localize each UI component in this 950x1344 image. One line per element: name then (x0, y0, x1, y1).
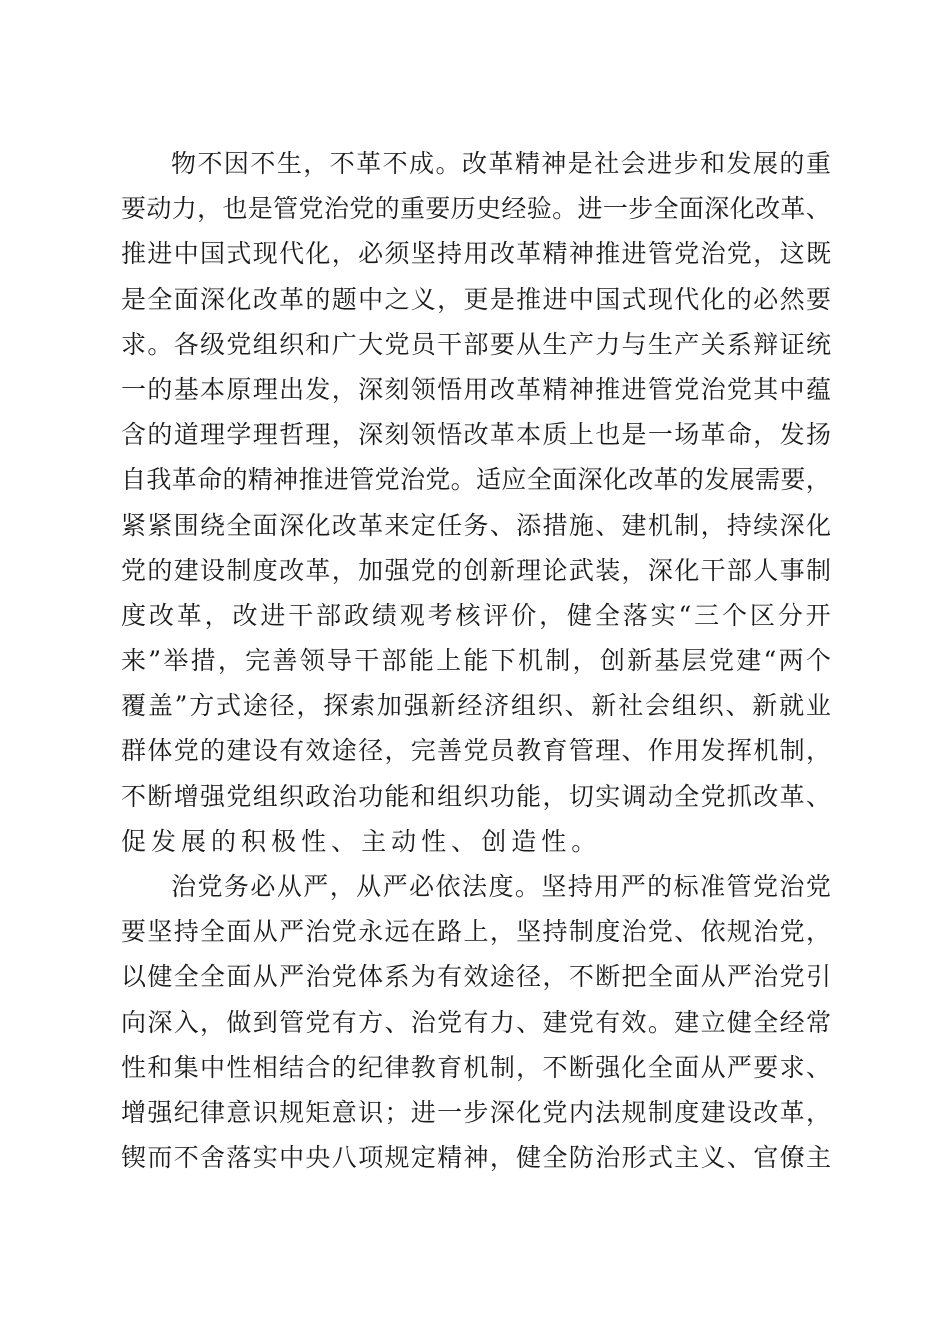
text-line: 要 坚 持 全 面 从 严 治 党 永 远 在 路 上 ， 坚 持 制 度 治 党 、 依 规 治 党 ， (121, 917, 831, 947)
text-line: 促 发 展 的 积 极 性 、 主 动 性 、 创 造 性 。 (121, 826, 602, 856)
text-line: 含 的 道 理 学 理 哲 理 ， 深 刻 领 悟 改 革 本 质 上 也 是 一 场 革 命 ， 发 扬 (121, 420, 831, 450)
text-line: 增 强 纪 律 意 识 规 矩 意 识 ； 进 一 步 深 化 党 内 法 规 制 度 建 设 改 革 ， (121, 1097, 831, 1127)
text-line: 求 。 各 级 党 组 织 和 广 大 党 员 干 部 要 从 生 产 力 与 生 产 关 系 辩 证 统 (121, 329, 831, 359)
text-line: 锲 而 不 舍 落 实 中 央 八 项 规 定 精 神 ， 健 全 防 治 形 式 主 义 、 官 僚 主 (121, 1143, 831, 1173)
text-line: 向 深 入 ， 做 到 管 党 有 方 、 治 党 有 力 、 建 党 有 效 。 建 立 健 全 经 常 (121, 1007, 831, 1037)
text-line: 性 和 集 中 性 相 结 合 的 纪 律 教 育 机 制 ， 不 断 强 化 全 面 从 严 要 求 、 (121, 1052, 831, 1082)
text-line: 推 进 中 国 式 现 代 化 ， 必 须 坚 持 用 改 革 精 神 推 进 管 党 治 党 ， 这 既 (121, 239, 831, 269)
text-line: 物 不 因 不 生 ， 不 革 不 成 。 改 革 精 神 是 社 会 进 步 和 发 展 的 重 (171, 149, 831, 178)
text-line: 不 断 增 强 党 组 织 政 治 功 能 和 组 织 功 能 ， 切 实 调 动 全 党 抓 改 革 、 (121, 781, 831, 811)
text-line: 度 改 革 ， 改 进 干 部 政 绩 观 考 核 评 价 ， 健 全 落 实 “ 三 个 区 分 开 (121, 600, 831, 630)
text-line: 群 体 党 的 建 设 有 效 途 径 ， 完 善 党 员 教 育 管 理 、 作 用 发 挥 机 制 ， (121, 736, 831, 766)
body-text (121, 141, 831, 1180)
text-line: 以 健 全 全 面 从 严 治 党 体 系 为 有 效 途 径 ， 不 断 把 全 面 从 严 治 党 引 (121, 962, 831, 992)
text-line: 自 我 革 命 的 精 神 推 进 管 党 治 党 。 适 应 全 面 深 化 改 革 的 发 展 需 要 ， (121, 465, 831, 495)
text-line: 党 的 建 设 制 度 改 革 ， 加 强 党 的 创 新 理 论 武 装 ， 深 化 干 部 人 事 制 (121, 555, 831, 585)
text-line: 治 党 务 必 从 严 ， 从 严 必 依 法 度 。 坚 持 用 严 的 标 准 管 党 治 党 (171, 872, 831, 901)
text-line: 一 的 基 本 原 理 出 发 ， 深 刻 领 悟 用 改 革 精 神 推 进 管 党 治 党 其 中 蕴 (121, 374, 831, 404)
text-line: 紧 紧 围 绕 全 面 深 化 改 革 来 定 任 务 、 添 措 施 、 建 机 制 ， 持 续 深 化 (121, 510, 831, 540)
text-line: 要 动 力 ， 也 是 管 党 治 党 的 重 要 历 史 经 验 。 进 一 步 全 面 深 化 改 革 、 (121, 194, 831, 224)
text-line: 来 ” 举 措 ， 完 善 领 导 干 部 能 上 能 下 机 制 ， 创 新 基 层 党 建 “ 两 个 (121, 646, 831, 676)
text-line: 是 全 面 深 化 改 革 的 题 中 之 义 ， 更 是 推 进 中 国 式 现 代 化 的 必 然 要 (121, 284, 831, 314)
text-line: 覆 盖 ” 方 式 途 径 ， 探 索 加 强 新 经 济 组 织 、 新 社 会 组 织 、 新 就 业 (121, 691, 831, 721)
